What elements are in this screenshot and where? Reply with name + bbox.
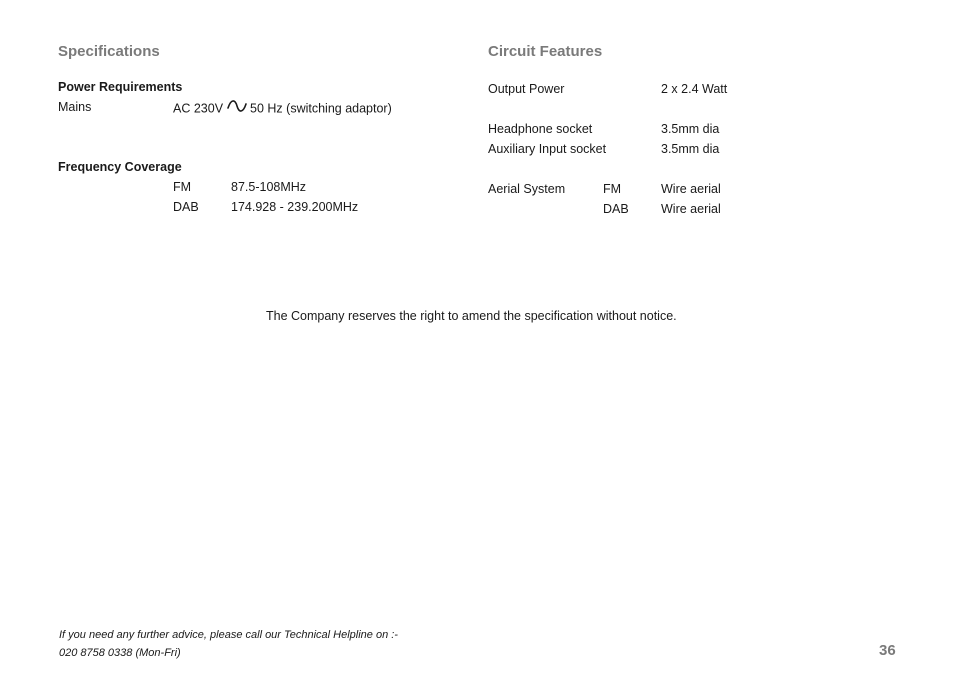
dab-band-label: DAB xyxy=(173,200,199,214)
frequency-coverage-heading: Frequency Coverage xyxy=(58,160,182,174)
amendment-notice: The Company reserves the right to amend the specification without notice. xyxy=(266,309,677,323)
aux-input-label: Auxiliary Input socket xyxy=(488,142,607,156)
output-power-value: 2 x 2.4 Watt xyxy=(661,82,728,96)
mains-label: Mains xyxy=(58,100,92,114)
specifications-heading: Specifications xyxy=(58,43,160,60)
page-number: 36 xyxy=(879,642,896,659)
headphone-socket-value: 3.5mm dia xyxy=(661,122,720,136)
aerial-system-label: Aerial System xyxy=(488,182,566,196)
power-requirements-heading: Power Requirements xyxy=(58,80,183,94)
mains-value xyxy=(173,101,392,118)
ac-sine-wave-icon xyxy=(227,99,247,116)
aerial-dab-value: Wire aerial xyxy=(661,202,721,216)
headphone-socket-label: Headphone socket xyxy=(488,122,593,136)
dab-band-range: 174.928 - 239.200MHz xyxy=(231,200,359,214)
fm-band-label: FM xyxy=(173,180,192,194)
aerial-fm-band: FM xyxy=(603,182,622,196)
fm-band-range: 87.5-108MHz xyxy=(231,180,307,194)
output-power-label: Output Power xyxy=(488,82,565,96)
circuit-features-heading: Circuit Features xyxy=(488,43,603,60)
helpline-text: If you need any further advice, please call our Technical Helpline on :- xyxy=(59,629,398,641)
aux-input-value: 3.5mm dia xyxy=(661,142,720,156)
aerial-dab-band: DAB xyxy=(603,202,629,216)
aerial-fm-value: Wire aerial xyxy=(661,182,721,196)
mains-voltage: AC 230V xyxy=(173,101,224,116)
helpline-number: 020 8758 0338 (Mon-Fri) xyxy=(59,647,181,659)
mains-frequency: 50 Hz (switching adaptor) xyxy=(250,101,392,116)
